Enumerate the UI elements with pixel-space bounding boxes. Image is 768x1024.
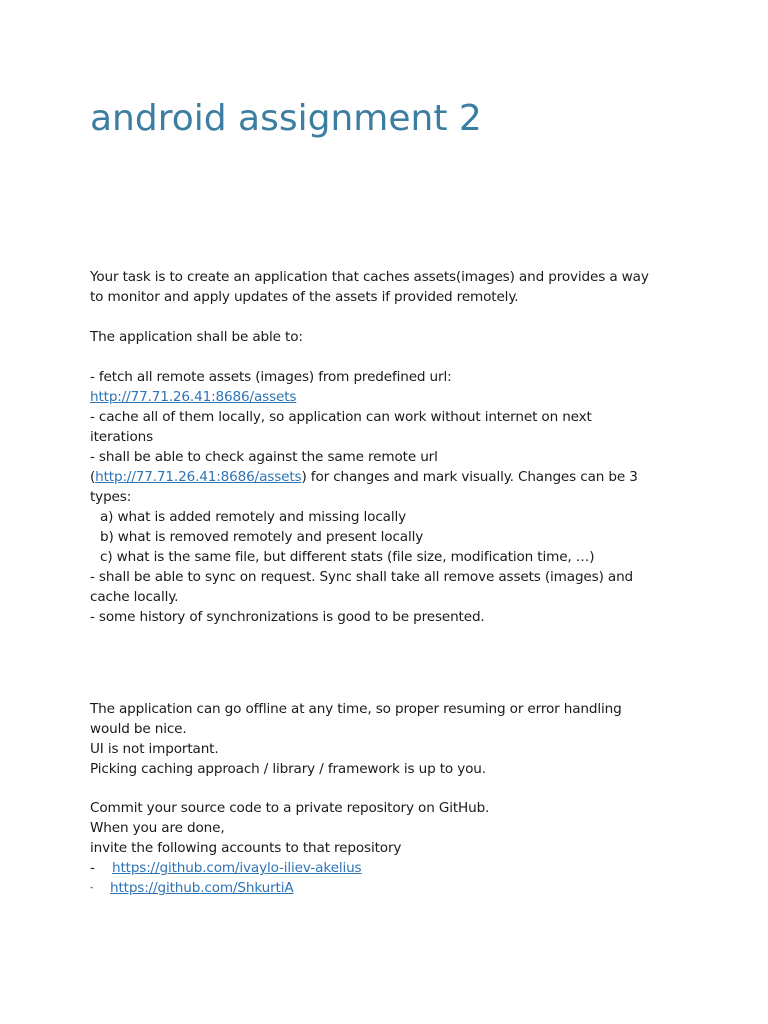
notes-paragraph bbox=[90, 699, 690, 779]
requirements-list bbox=[90, 367, 690, 627]
account-list-item-1 bbox=[90, 858, 690, 878]
assets-url-link[interactable]: http://77.71.26.41:8686/assets bbox=[90, 389, 297, 405]
account-list-item-2 bbox=[90, 878, 690, 898]
dash-bullet: - bbox=[90, 883, 94, 893]
req-check-line-1: - shall be able to check against the same remote url bbox=[90, 449, 438, 465]
intro-line-2: to monitor and apply updates of the assets if provided remotely. bbox=[90, 289, 519, 305]
dash-bullet: - bbox=[90, 860, 95, 876]
req-fetch-text: - fetch all remote assets (images) from predefined url: bbox=[90, 369, 452, 385]
change-type-b: b) what is removed remotely and present locally bbox=[100, 529, 424, 545]
change-type-c: c) what is the same file, but different stats (file size, modification time, …) bbox=[100, 549, 595, 565]
notes-offline-line-2: would be nice. bbox=[90, 721, 187, 737]
submission-invite: invite the following accounts to that repository bbox=[90, 840, 402, 856]
intro-paragraph bbox=[90, 267, 690, 307]
requirements-heading bbox=[90, 327, 690, 347]
req-sync-line-2: cache locally. bbox=[90, 589, 179, 605]
req-sync-line-1: - shall be able to sync on request. Sync shall take all remove assets (images) and bbox=[90, 569, 634, 585]
notes-caching: Picking caching approach / library / framework is up to you. bbox=[90, 761, 486, 777]
req-check-line-3: types: bbox=[90, 489, 132, 505]
github-account-link-2[interactable]: https://github.com/ShkurtiA bbox=[110, 880, 294, 896]
github-account-link-1[interactable]: https://github.com/ivaylo-iliev-akelius bbox=[112, 860, 362, 876]
req-cache-line-2: iterations bbox=[90, 429, 154, 445]
req-cache-line-1: - cache all of them locally, so application can work without internet on next bbox=[90, 409, 592, 425]
submission-when-done: When you are done, bbox=[90, 820, 225, 836]
notes-offline-line-1: The application can go offline at any time, so proper resuming or error handling bbox=[90, 701, 622, 717]
req-check-line-2 bbox=[90, 467, 690, 487]
document-title: android assignment 2 bbox=[90, 98, 482, 139]
submission-paragraph bbox=[90, 798, 690, 898]
req-fetch-url-line bbox=[90, 387, 690, 407]
check-after-url: ) for changes and mark visually. Changes can be 3 bbox=[301, 469, 638, 485]
notes-ui: UI is not important. bbox=[90, 741, 219, 757]
req-history: - some history of synchronizations is good to be presented. bbox=[90, 609, 485, 625]
open-paren: ( bbox=[90, 469, 96, 485]
check-url-link[interactable]: http://77.71.26.41:8686/assets bbox=[95, 469, 302, 485]
submission-commit: Commit your source code to a private repository on GitHub. bbox=[90, 800, 490, 816]
requirements-heading-text: The application shall be able to: bbox=[90, 329, 303, 345]
change-type-a: a) what is added remotely and missing locally bbox=[100, 509, 406, 525]
intro-line-1: Your task is to create an application that caches assets(images) and provides a way bbox=[90, 269, 649, 285]
